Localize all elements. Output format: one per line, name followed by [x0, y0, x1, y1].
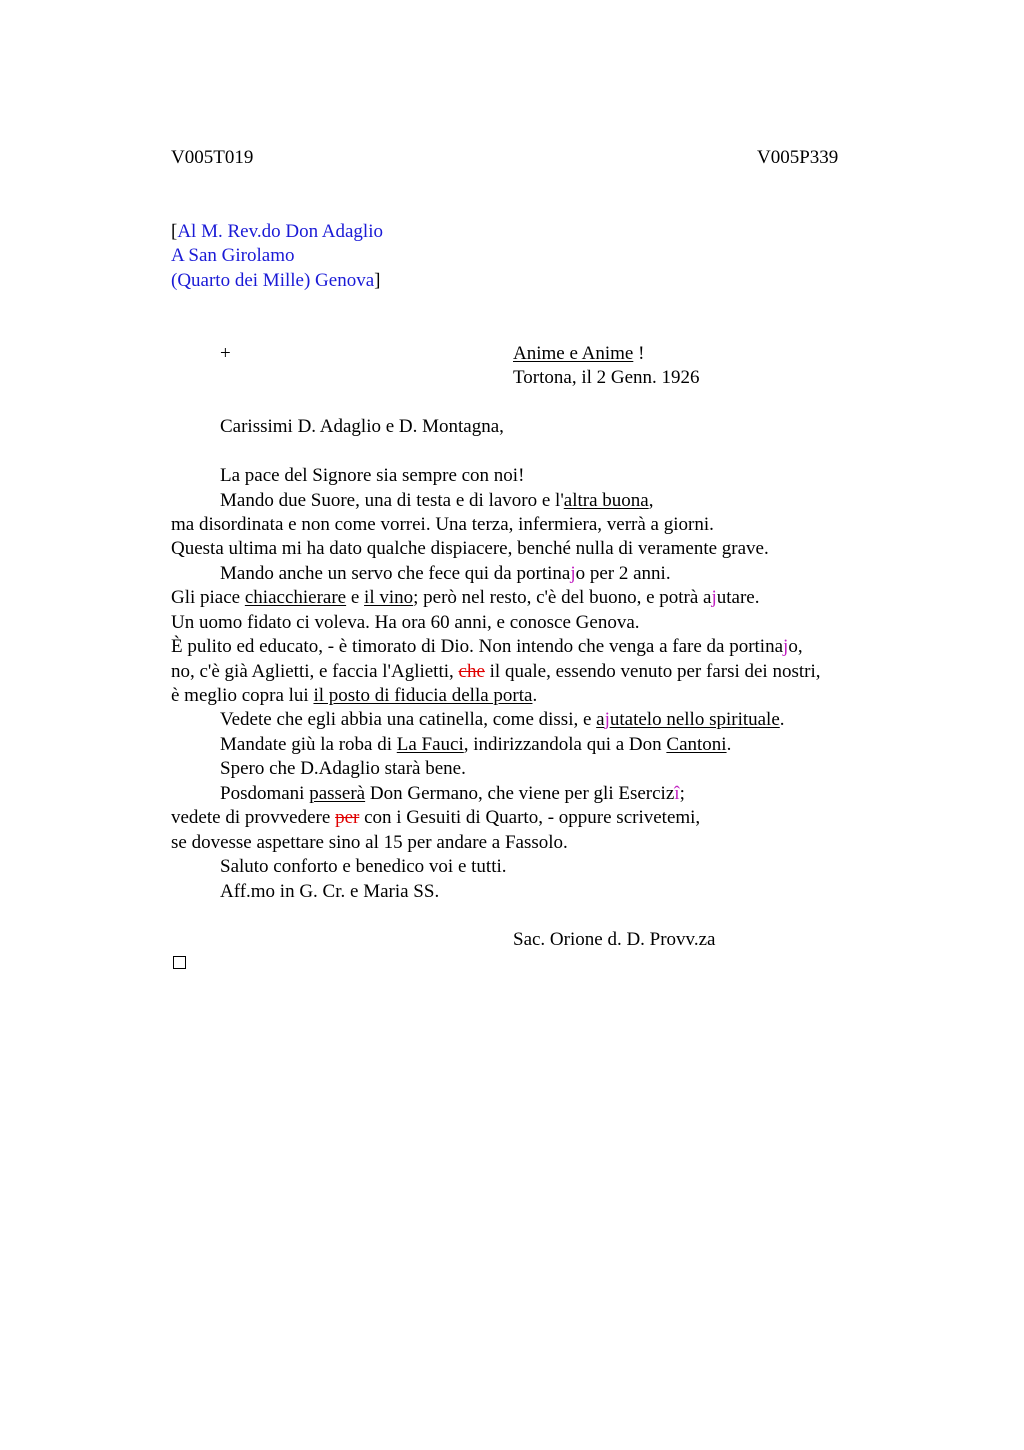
body-line-11: Vedete che egli abbia una catinella, come dissi, e ajutatelo nello spirituale.: [220, 709, 785, 730]
body-line-15: vedete di provvedere per con i Gesuiti di Quarto, - oppure scrivetemi,: [171, 807, 701, 828]
body-line-3: ma disordinata e non come vorrei. Una terza, infermiera, verrà a giorni.: [171, 514, 714, 535]
document-code-left: V005T019: [171, 147, 254, 168]
address-line-2: A San Girolamo: [171, 245, 295, 266]
address-line-1: [Al M. Rev.do Don Adaglio: [171, 221, 383, 242]
cross-mark: +: [220, 343, 231, 364]
body-line-1: La pace del Signore sia sempre con noi!: [220, 465, 525, 486]
body-line-16: se dovesse aspettare sino al 15 per andare a Fassolo.: [171, 832, 568, 853]
body-line-12: Mandate giù la roba di La Fauci, indirizzandola qui a Don Cantoni.: [220, 734, 732, 755]
body-line-17: Saluto conforto e benedico voi e tutti.: [220, 856, 507, 877]
motto: Anime e Anime !: [513, 343, 645, 364]
body-line-5: Mando anche un servo che fece qui da portinajo per 2 anni.: [220, 563, 671, 584]
square-outline-icon: [173, 956, 186, 969]
salutation: Carissimi D. Adaglio e D. Montagna,: [220, 416, 504, 437]
page-code-right: V005P339: [757, 147, 839, 168]
signature: Sac. Orione d. D. Provv.za: [513, 929, 716, 950]
body-line-2: Mando due Suore, una di testa e di lavoro e l'altra buona,: [220, 490, 654, 511]
body-line-13: Spero che D.Adaglio starà bene.: [220, 758, 466, 779]
place-date: Tortona, il 2 Genn. 1926: [513, 367, 700, 388]
body-line-7: Un uomo fidato ci voleva. Ha ora 60 anni, e conosce Genova.: [171, 612, 640, 633]
body-line-10: è meglio copra lui il posto di fiducia della porta.: [171, 685, 538, 706]
body-line-18: Aff.mo in G. Cr. e Maria SS.: [220, 881, 440, 902]
body-line-4: Questa ultima mi ha dato qualche dispiacere, benché nulla di veramente grave.: [171, 538, 769, 559]
body-line-8: È pulito ed educato, - è timorato di Dio. Non intendo che venga a fare da portinajo,: [171, 636, 803, 657]
body-line-6: Gli piace chiacchierare e il vino; però nel resto, c'è del buono, e potrà ajutare.: [171, 587, 760, 608]
body-line-9: no, c'è già Aglietti, e faccia l'Aglietti, che il quale, essendo venuto per farsi dei nostri,: [171, 661, 821, 682]
body-line-14: Posdomani passerà Don Germano, che viene per gli Esercizî;: [220, 783, 685, 804]
address-line-3: (Quarto dei Mille) Genova]: [171, 270, 381, 291]
